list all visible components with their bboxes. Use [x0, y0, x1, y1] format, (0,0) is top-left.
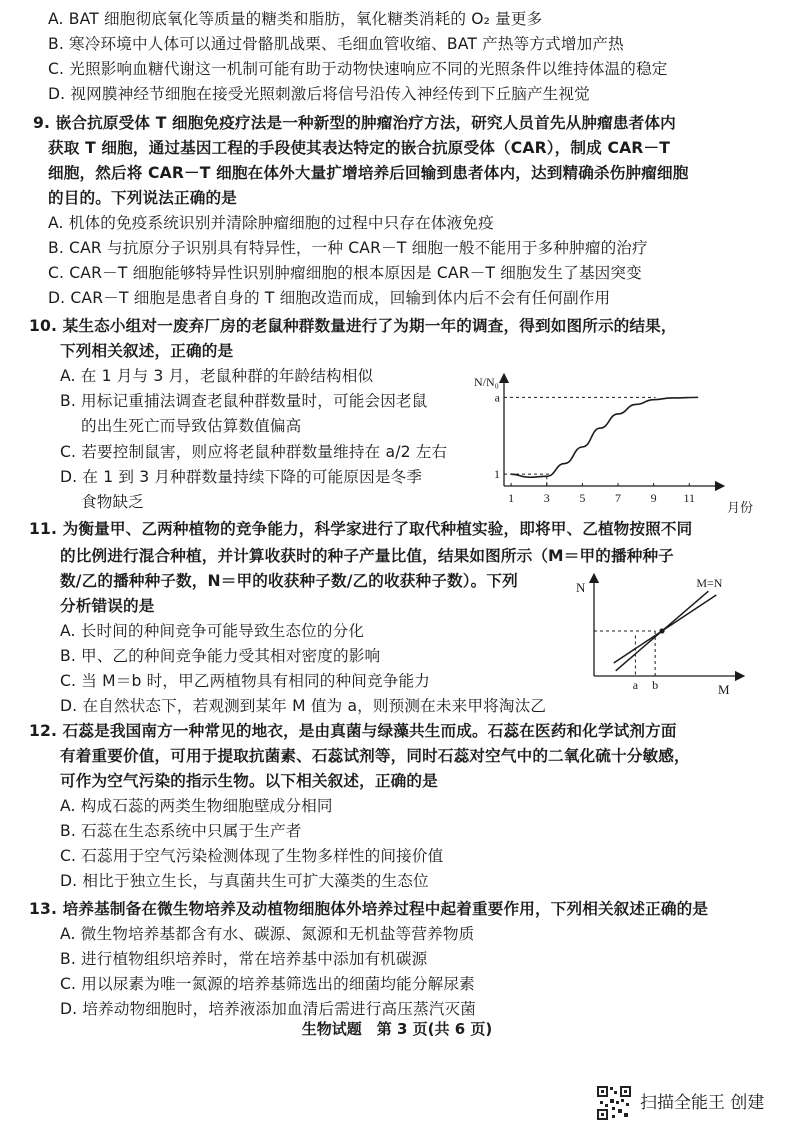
q13-stem-line-1: 13. 培养基制备在微生物培养及动植物细胞体外培养过程中起着重要作用，下列相关叙述正确的是	[29, 900, 709, 918]
scanner-watermark: 扫描全能王 创建	[640, 1093, 765, 1113]
q11-x-axis-label: M	[718, 682, 730, 697]
qr-code-icon	[596, 1085, 632, 1121]
q13-option-c: C. 用以尿素为唯一氮源的培养基筛选出的细菌均能分解尿素	[60, 975, 475, 993]
q10-option-c: C. 若要控制鼠害，则应将老鼠种群数量维持在 a/2 左右	[60, 443, 448, 461]
q13-option-d: D. 培养动物细胞时，培养液添加血清后需进行高压蒸汽灭菌	[60, 1000, 476, 1018]
q11-option-b: B. 甲、乙的种间竞争能力受其相对密度的影响	[60, 647, 381, 665]
q11-competition-chart	[568, 572, 768, 700]
q12-option-a: A. 构成石蕊的两类生物细胞壁成分相同	[60, 797, 333, 815]
q10-y-tick-label-1: 1	[494, 467, 500, 482]
q11-x-tick-label-b: b	[652, 678, 659, 692]
q13-option-b: B. 进行植物组织培养时，常在培养基中添加有机碳源	[60, 950, 428, 968]
q13-option-a: A. 微生物培养基都含有水、碳源、氮源和无机盐等营养物质	[60, 925, 475, 943]
q11-stem-line-3: 数/乙的播种种子数，N＝甲的收获种子数/乙的收获种子数）。下列	[60, 572, 518, 590]
q10-y-axis-label: N/N₀	[474, 375, 499, 389]
q10-series-line	[511, 397, 698, 477]
q10-option-a: A. 在 1 月与 3 月，老鼠种群的年龄结构相似	[60, 367, 374, 385]
page-footer: 生物试题 第 3 页(共 6 页)	[301, 1020, 493, 1038]
q10-option-d-cont: 食物缺乏	[81, 493, 144, 511]
q10-stem-line-1: 10. 某生态小组对一废弃厂房的老鼠种群数量进行了为期一年的调查，得到如图所示的结果，	[29, 317, 677, 335]
q9-option-b: B. CAR 与抗原分子识别具有特异性，一种 CAR－T 细胞一般不能用于多种肿瘤的治疗	[48, 239, 648, 257]
q8-option-d: D. 视网膜神经节细胞在接受光照刺激后将信号沿传入神经传到下丘脑产生视觉	[48, 85, 590, 103]
q12-stem-line-2: 有着重要价值，可用于提取抗菌素、石蕊试剂等，同时石蕊对空气中的二氧化硫十分敏感，	[60, 747, 690, 765]
q9-option-a: A. 机体的免疫系统识别并清除肿瘤细胞的过程中只存在体液免疫	[48, 214, 494, 232]
q10-stem-line-2: 下列相关叙述，正确的是	[60, 342, 234, 360]
q10-x-tick-label: 5	[579, 491, 586, 505]
q10-population-chart	[466, 372, 756, 522]
q11-option-d: D. 在自然状态下，若观测到某年 M 值为 a，则预测在未来甲将淘汰乙	[60, 697, 547, 715]
q12-option-b: B. 石蕊在生态系统中只属于生产者	[60, 822, 302, 840]
q12-option-c: C. 石蕊用于空气污染检测体现了生物多样性的间接价值	[60, 847, 444, 865]
q10-y-tick-label-a: a	[494, 390, 500, 405]
q9-option-c: C. CAR－T 细胞能够特异性识别肿瘤细胞的根本原因是 CAR－T 细胞发生了基因突变	[48, 264, 642, 282]
q9-stem-line-1: 9. 嵌合抗原受体 T 细胞免疫疗法是一种新型的肿瘤治疗方法，研究人员首先从肿瘤患者体内	[33, 114, 676, 132]
q11-option-c: C. 当 M＝b 时，甲乙两植物具有相同的种间竞争能力	[60, 672, 430, 690]
q11-series-label-m-equals-n: M=N	[696, 576, 723, 591]
q11-stem-line-4: 分析错误的是	[60, 597, 155, 615]
q11-intersection-point	[659, 628, 664, 633]
q11-x-tick-label-a: a	[632, 678, 639, 692]
q10-x-tick-label: 11	[683, 491, 696, 505]
q12-option-d: D. 相比于独立生长，与真菌共生可扩大藻类的生态位	[60, 872, 429, 890]
q9-stem-line-3: 细胞，然后将 CAR－T 细胞在体外大量扩增培养后回输到患者体内，达到精确杀伤肿瘤细胞	[48, 164, 689, 182]
q11-stem-line-1: 11. 为衡量甲、乙两种植物的竞争能力，科学家进行了取代种植实验，即将甲、乙植物按照不同	[29, 520, 693, 538]
q9-option-d: D. CAR－T 细胞是患者自身的 T 细胞改造而成，回输到体内后不会有任何副作用	[48, 289, 611, 307]
q9-stem-line-2: 获取 T 细胞，通过基因工程的手段使其表达特定的嵌合抗原受体（CAR），制成 CAR－T	[48, 139, 670, 157]
q10-x-tick-label: 9	[650, 491, 657, 505]
q10-option-b-cont: 的出生死亡而导致估算数值偏高	[81, 417, 302, 435]
q8-option-b: B. 寒冷环境中人体可以通过骨骼肌战栗、毛细血管收缩、BAT 产热等方式增加产热	[48, 35, 624, 53]
q11-stem-line-2: 的比例进行混合种植，并计算收获时的种子产量比值，结果如图所示（M＝甲的播种种子	[60, 547, 674, 565]
q10-x-tick-label: 7	[615, 491, 622, 505]
q12-stem-line-3: 可作为空气污染的指示生物。以下相关叙述，正确的是	[60, 772, 438, 790]
q10-x-tick-label: 1	[508, 491, 515, 505]
q11-option-a: A. 长时间的种间竞争可能导致生态位的分化	[60, 622, 365, 640]
q12-stem-line-1: 12. 石蕊是我国南方一种常见的地衣，是由真菌与绿藻共生而成。石蕊在医药和化学试剂方面	[29, 722, 677, 740]
q10-x-axis-label: 月份	[727, 500, 754, 515]
q10-option-b: B. 用标记重捕法调查老鼠种群数量时，可能会因老鼠	[60, 392, 428, 410]
q8-option-a: A. BAT 细胞彻底氧化等质量的糖类和脂肪，氧化糖类消耗的 O₂ 量更多	[48, 10, 543, 28]
q8-option-c: C. 光照影响血糖代谢这一机制可能有助于动物快速响应不同的光照条件以维持体温的稳定	[48, 60, 668, 78]
q9-stem-line-4: 的目的。下列说法正确的是	[48, 189, 237, 207]
q10-option-d: D. 在 1 到 3 月种群数量持续下降的可能原因是冬季	[60, 468, 423, 486]
q11-y-axis-label: N	[576, 580, 586, 595]
q10-x-tick-label: 3	[543, 491, 550, 505]
